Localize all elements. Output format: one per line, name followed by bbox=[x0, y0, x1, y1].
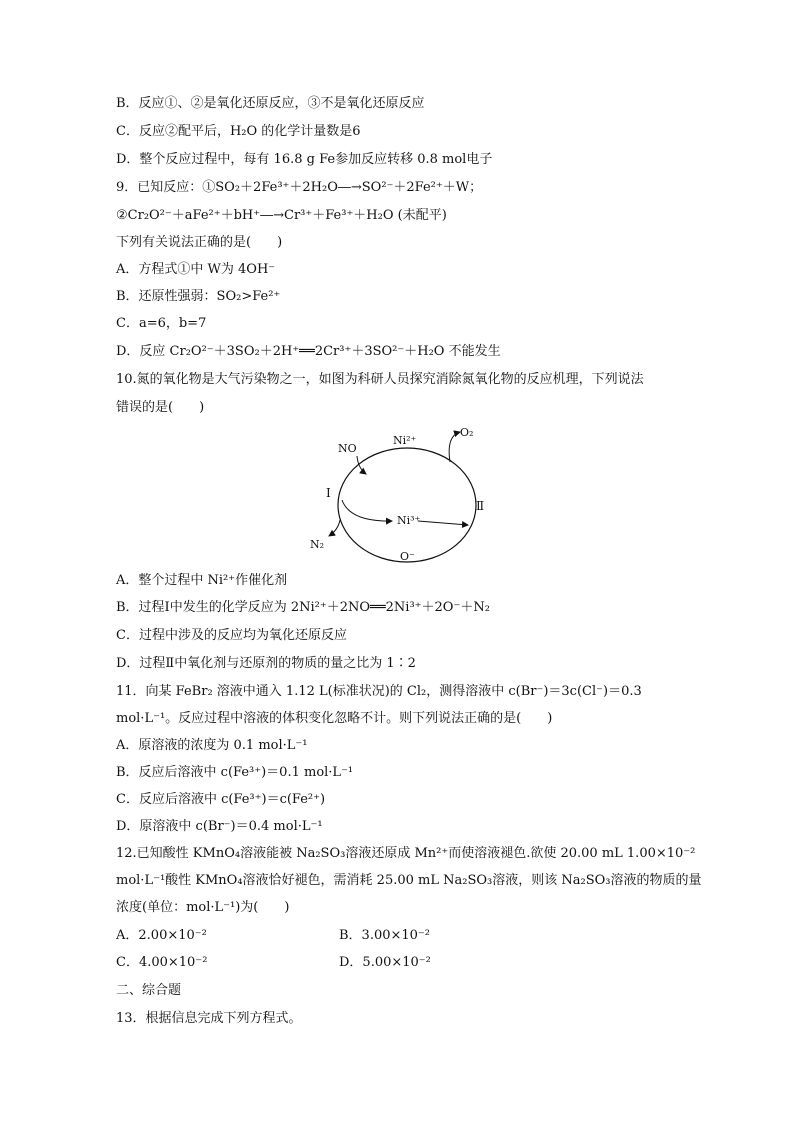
q9-question: 下列有关说法正确的是( ) bbox=[116, 235, 283, 250]
q10-option-a: A．整个过程中 Ni²⁺作催化剂 bbox=[116, 573, 288, 588]
q11-option-a: A．原溶液的浓度为 0.1 mol·L⁻¹ bbox=[116, 738, 308, 753]
q10-option-b: B．过程Ⅰ中发生的化学反应为 2Ni²⁺＋2NO══2Ni³⁺＋2O⁻＋N₂ bbox=[116, 600, 490, 615]
label-ni3: Ni³⁺ bbox=[397, 514, 421, 527]
q11-stem-cont: mol·L⁻¹。反应过程中溶液的体积变化忽略不计。则下列说法正确的是( ) bbox=[116, 711, 553, 726]
label-no: NO bbox=[338, 442, 357, 455]
q9-reaction-2: ②Cr₂O²⁻＋aFe²⁺＋bH⁺―→Cr³⁺＋Fe³⁺＋H₂O (未配平) bbox=[116, 208, 447, 223]
q12-option-d: D．5.00×10⁻² bbox=[339, 955, 431, 970]
q10-stem: 10.氮的氧化物是大气污染物之一，如图为科研人员探究消除氮氧化物的反应机理，下列说法 bbox=[116, 372, 644, 387]
q8-option-b: B．反应①、②是氧化还原反应，③不是氧化还原反应 bbox=[116, 96, 425, 111]
q12-option-b: B．3.00×10⁻² bbox=[339, 928, 431, 943]
label-roman-1: Ⅰ bbox=[326, 486, 331, 500]
q9-option-d: D．反应 Cr₂O²⁻＋3SO₂＋2H⁺══2Cr³⁺＋3SO²⁻＋H₂O 不能发生 bbox=[116, 344, 501, 359]
q8-option-c: C．反应②配平后，H₂O 的化学计量数是6 bbox=[116, 124, 361, 139]
label-o-minus: O⁻ bbox=[400, 550, 415, 563]
n2-arrow bbox=[329, 520, 340, 536]
q12-stem-end: 浓度(单位：mol·L⁻¹)为( ) bbox=[116, 900, 290, 915]
label-ni2: Ni²⁺ bbox=[393, 434, 417, 447]
ni3-arrow-out bbox=[418, 521, 468, 525]
q11-stem: 11．向某 FeBr₂ 溶液中通入 1.12 L(标准状况)的 Cl₂，测得溶液中 c(Br⁻)＝3c(Cl⁻)＝0.3 bbox=[116, 684, 642, 699]
ni3-arrow-in bbox=[342, 500, 392, 521]
q10-stem-cont: 错误的是( ) bbox=[116, 400, 205, 415]
q12-stem-cont: mol·L⁻¹酸性 KMnO₄溶液恰好褪色，需消耗 25.00 mL Na₂SO₃溶液，则该 Na₂SO₃溶液的物质的量 bbox=[116, 873, 702, 888]
q10-option-d: D．过程Ⅱ中氧化剂与还原剂的物质的量之比为 1∶2 bbox=[116, 656, 416, 671]
q11-option-d: D．原溶液中 c(Br⁻)＝0.4 mol·L⁻¹ bbox=[116, 819, 323, 834]
label-o2: O₂ bbox=[460, 426, 474, 439]
q13-stem: 13．根据信息完成下列方程式。 bbox=[116, 1011, 302, 1026]
q9-option-c: C．a=6，b=7 bbox=[116, 316, 207, 331]
q11-option-c: C．反应后溶液中 c(Fe³⁺)＝c(Fe²⁺) bbox=[116, 792, 326, 807]
o2-arrow bbox=[449, 432, 460, 462]
q9-option-a: A．方程式①中 W为 4OH⁻ bbox=[116, 262, 276, 277]
q12-option-c: C．4.00×10⁻² bbox=[116, 955, 208, 970]
q9-option-b: B．还原性强弱：SO₂>Fe²⁺ bbox=[116, 289, 281, 304]
q12-stem: 12.已知酸性 KMnO₄溶液能被 Na₂SO₃溶液还原成 Mn²⁺而使溶液褪色.欲使 20.00 mL 1.00×10⁻² bbox=[116, 846, 696, 861]
reaction-mechanism-diagram bbox=[300, 420, 520, 570]
q11-option-b: B．反应后溶液中 c(Fe³⁺)＝0.1 mol·L⁻¹ bbox=[116, 765, 354, 780]
label-roman-2: Ⅱ bbox=[476, 499, 485, 513]
label-n2: N₂ bbox=[310, 538, 325, 551]
q10-option-c: C．过程中涉及的反应均为氧化还原反应 bbox=[116, 628, 347, 643]
q9-stem: 9．已知反应：①SO₂＋2Fe³⁺＋2H₂O―→SO²⁻＋2Fe²⁺＋W； bbox=[116, 180, 483, 195]
q8-option-d: D．整个反应过程中，每有 16.8 g Fe参加反应转移 0.8 mol电子 bbox=[116, 152, 493, 167]
section-heading: 二、综合题 bbox=[116, 983, 182, 998]
q12-option-a: A．2.00×10⁻² bbox=[116, 928, 207, 943]
